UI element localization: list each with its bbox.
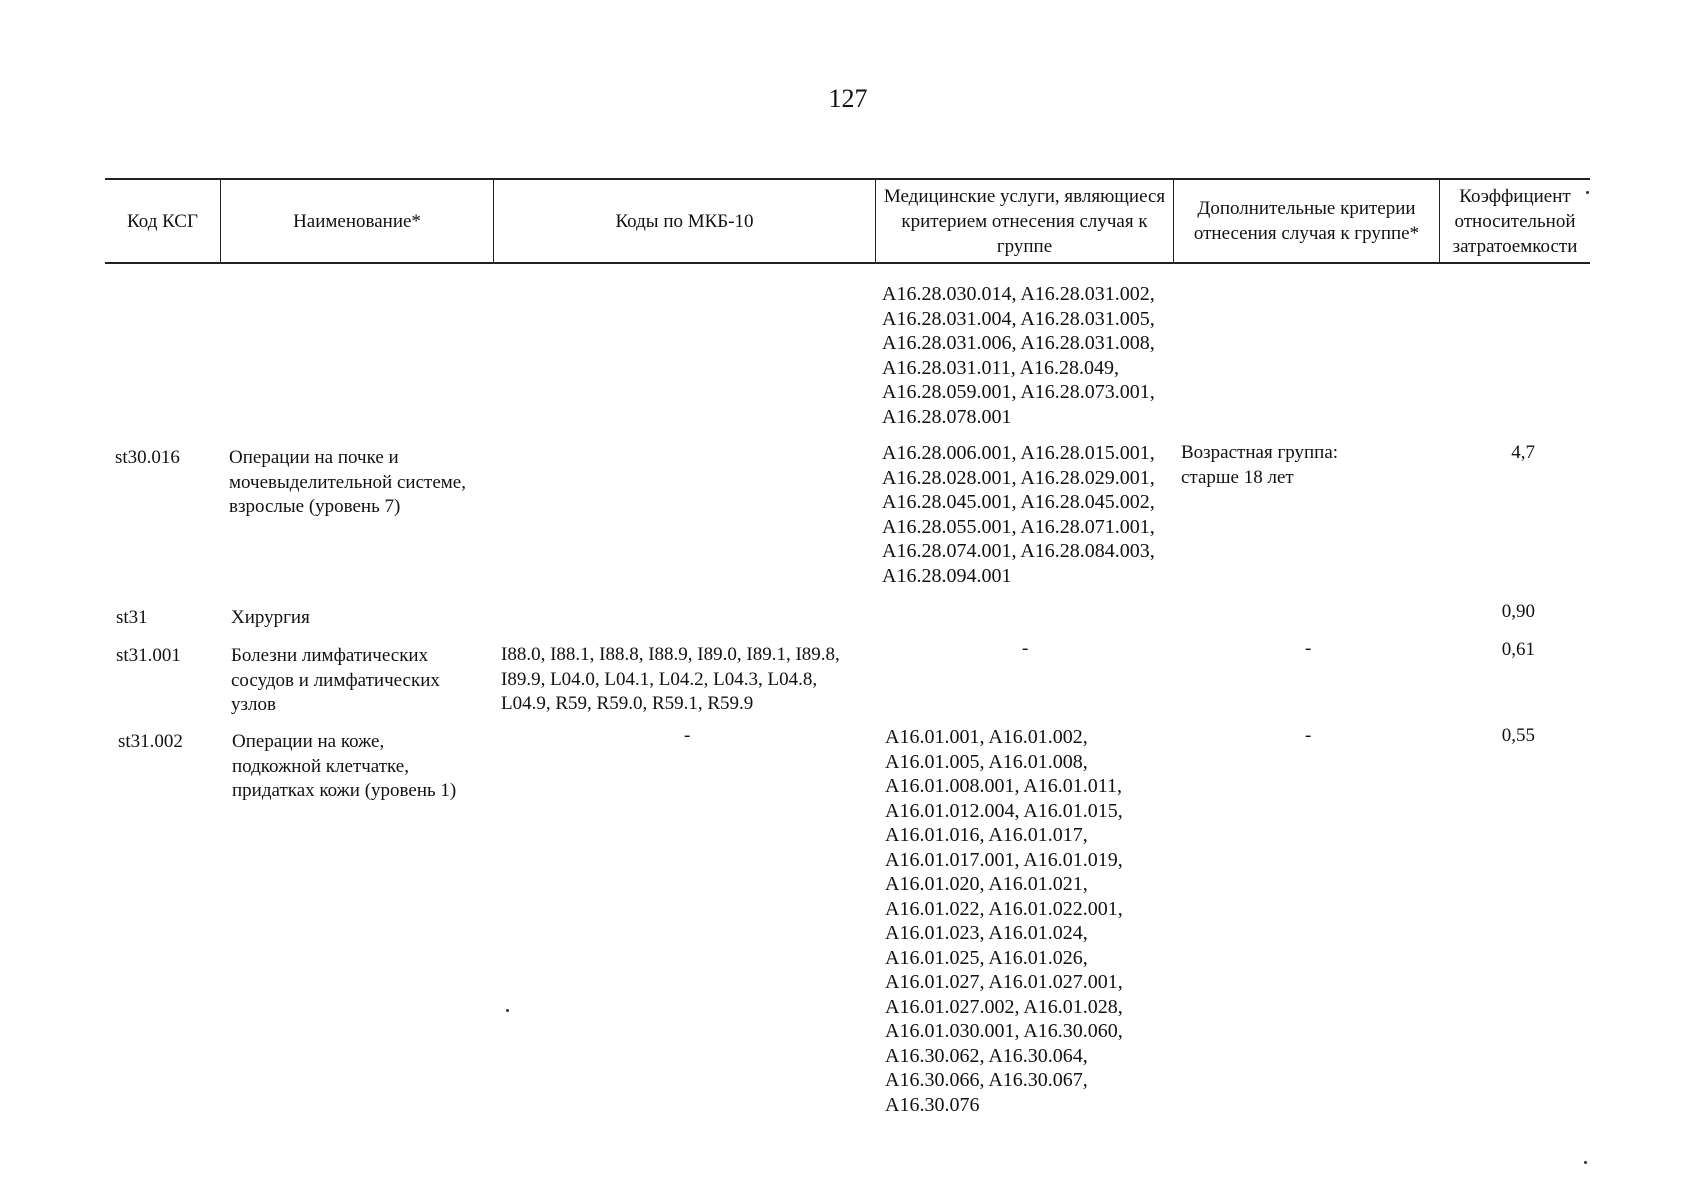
row2-name: Хирургия	[231, 607, 310, 628]
page-number: 127	[828, 84, 868, 113]
header-code: Код КСГ	[127, 210, 198, 232]
table-header	[105, 178, 1590, 264]
row3-mkb: I88.0, I88.1, I88.8, I88.9, I89.0, I89.1, I89.8, I89.9, L04.0, L04.1, L04.2, L04.3, L04.8, L04.9, R59, R59.0, R59.1, R59.9	[501, 644, 840, 714]
header-criteria: Дополнительные критерии отнесения случая к группе*	[1173, 180, 1439, 262]
row1-name: Операции на почке и мочевыделительной системе, взрослые (уровень 7)	[229, 447, 466, 517]
header-services: Медицинские услуги, являющиеся критерием отнесения случая к группе	[875, 180, 1173, 262]
row1-code: st30.016	[115, 447, 180, 468]
row4-services: A16.01.001, A16.01.002, A16.01.005, A16.01.008, A16.01.008.001, A16.01.011, A16.01.012.004, A16.01.015, A16.01.016, A16.01.017, A16.01.017.001, A16.01.019, A16.01.020, A16.01.021, A16.01.022, A16.01.022.001, A16.01.023, A16.01.024, A16.01.025, A16.01.026, A16.01.027, A16.01.027.001, A16.01.027.002, A16.01.028, A16.01.030.001, A16.30.060, A16.30.062, A16.30.064, A16.30.066, A16.30.067, A16.30.076	[885, 726, 1123, 1116]
row4-coef: 0,55	[1501, 725, 1535, 746]
header-coef: Коэффициент относительной затратоемкости	[1439, 180, 1590, 262]
row1-services: A16.28.006.001, A16.28.015.001, A16.28.028.001, A16.28.029.001, A16.28.045.001, A16.28.045.002, A16.28.055.001, A16.28.071.001, A16.28.074.001, A16.28.084.003, A16.28.094.001	[882, 442, 1155, 587]
row4-mkb: -	[684, 725, 691, 746]
row4-code: st31.002	[118, 731, 183, 752]
scan-speck	[506, 1009, 509, 1012]
row2-coef: 0,90	[1501, 601, 1535, 622]
row3-services: -	[1022, 638, 1029, 659]
row3-criteria: -	[1305, 638, 1312, 659]
scan-speck	[1584, 1161, 1587, 1164]
row3-code: st31.001	[116, 645, 181, 666]
row1-criteria: Возрастная группа: старше 18 лет	[1181, 442, 1339, 488]
row4-criteria: -	[1305, 725, 1312, 746]
row0-services: A16.28.030.014, A16.28.031.002, A16.28.031.004, A16.28.031.005, A16.28.031.006, A16.28.031.008, A16.28.031.011, A16.28.049, A16.28.059.001, A16.28.073.001, A16.28.078.001	[882, 283, 1155, 428]
header-name: Наименование*	[220, 180, 493, 262]
row3-name: Болезни лимфатических сосудов и лимфатических узлов	[231, 645, 440, 715]
row2-code: st31	[116, 607, 148, 628]
scan-speck	[1586, 191, 1589, 194]
row3-coef: 0,61	[1501, 639, 1535, 660]
header-mkb: Коды по МКБ-10	[493, 180, 875, 262]
row4-name: Операции на коже, подкожной клетчатке, придатках кожи (уровень 1)	[232, 731, 457, 801]
row1-coef: 4,7	[1511, 442, 1535, 463]
